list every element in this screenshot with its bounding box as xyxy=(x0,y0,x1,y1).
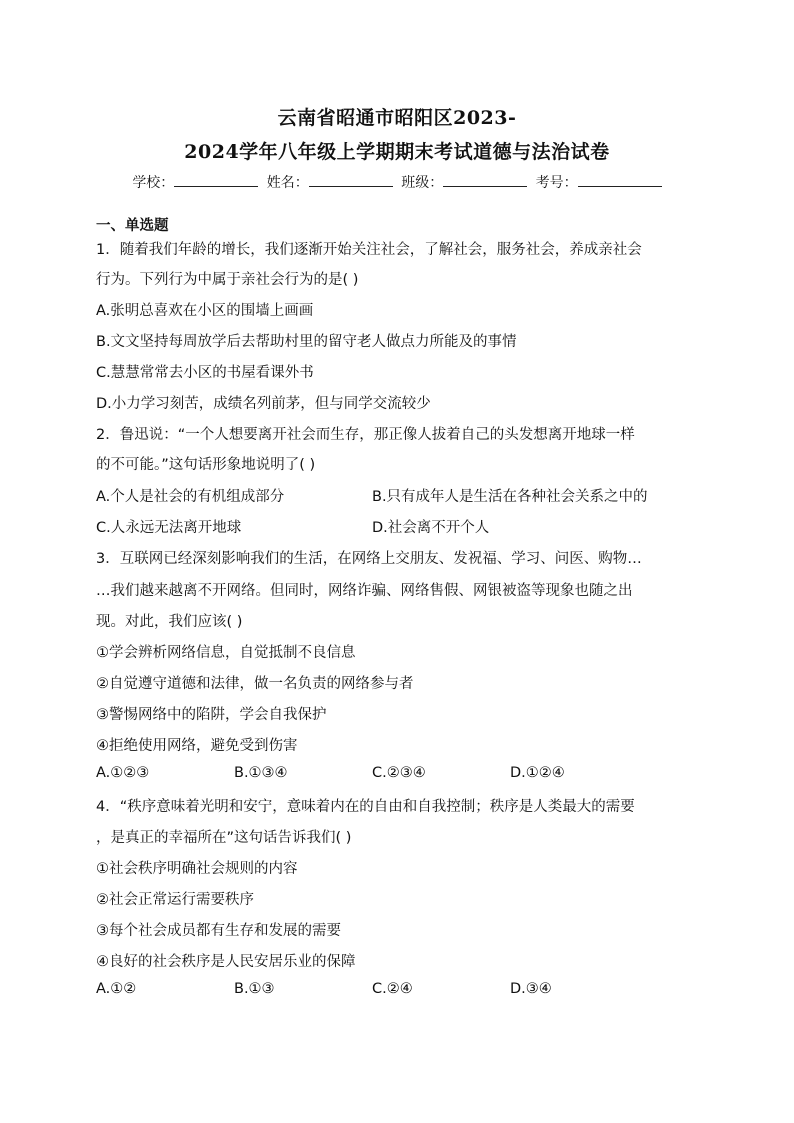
exam-number-label: 考号： xyxy=(535,175,578,191)
question-3-line-3: 现。对此，我们应该( ) xyxy=(96,614,243,630)
class-label: 班级： xyxy=(401,175,444,191)
question-1-line-1: 1．随着我们年龄的增长，我们逐渐开始关注社会，了解社会，服务社会，养成亲社会 xyxy=(96,242,642,258)
question-4-option-c: C.②④ xyxy=(372,981,413,997)
question-4-option-b: B.①③ xyxy=(234,981,275,997)
question-1-option-a: A.张明总喜欢在小区的围墙上画画 xyxy=(96,303,314,319)
question-3-item-4: ④拒绝使用网络，避免受到伤害 xyxy=(96,738,298,754)
question-2-option-c: C.人永远无法离开地球 xyxy=(96,520,242,536)
question-1-option-d: D.小力学习刻苦，成绩名列前茅，但与同学交流较少 xyxy=(96,396,431,412)
question-3-option-a: A.①②③ xyxy=(96,765,150,781)
section-title: 一、单选题 xyxy=(96,218,169,234)
question-4-item-4: ④良好的社会秩序是人民安居乐业的保障 xyxy=(96,954,356,970)
name-blank[interactable] xyxy=(309,174,393,187)
question-1-option-c: C.慧慧常常去小区的书屋看课外书 xyxy=(96,365,314,381)
question-2-option-d: D.社会离不开个人 xyxy=(372,520,490,536)
question-4-option-a: A.①② xyxy=(96,981,137,997)
question-2-option-b: B.只有成年人是生活在各种社会关系之中的 xyxy=(372,489,648,505)
exam-number-blank[interactable] xyxy=(578,174,662,187)
question-4-item-3: ③每个社会成员都有生存和发展的需要 xyxy=(96,923,341,939)
exam-title-line1: 云南省昭通市昭阳区2023- xyxy=(277,107,517,129)
question-3-option-b: B.①③④ xyxy=(234,765,288,781)
question-4-option-d: D.③④ xyxy=(510,981,552,997)
name-label: 姓名： xyxy=(266,175,309,191)
question-3-line-1: 3．互联网已经深刻影响我们的生活，在网络上交朋友、发祝福、学习、问医、购物… xyxy=(96,551,642,567)
question-3-item-1: ①学会辨析网络信息，自觉抵制不良信息 xyxy=(96,645,356,661)
student-info-row xyxy=(0,172,794,192)
question-4-item-2: ②社会正常运行需要秩序 xyxy=(96,892,254,908)
question-3-item-2: ②自觉遵守道德和法律，做一名负责的网络参与者 xyxy=(96,676,414,692)
question-3-line-2: …我们越来越离不开网络。但同时，网络诈骗、网络售假、网银被盗等现象也随之出 xyxy=(96,583,633,599)
question-2-line-2: 的不可能。”这句话形象地说明了( ) xyxy=(96,457,316,473)
school-label: 学校： xyxy=(132,175,175,191)
question-3-option-d: D.①②④ xyxy=(510,765,565,781)
question-4-line-2: ，是真正的幸福所在”这句话告诉我们( ) xyxy=(96,830,352,846)
exam-title-line2: 2024学年八年级上学期期末考试道德与法治试卷 xyxy=(184,141,610,163)
question-2-option-a: A.个人是社会的有机组成部分 xyxy=(96,489,285,505)
class-blank[interactable] xyxy=(443,174,527,187)
question-1-option-b: B.文文坚持每周放学后去帮助村里的留守老人做点力所能及的事情 xyxy=(96,334,517,350)
question-4-item-1: ①社会秩序明确社会规则的内容 xyxy=(96,861,298,877)
question-4-line-1: 4．“秩序意味着光明和安宁，意味着内在的自由和自我控制；秩序是人类最大的需要 xyxy=(96,799,635,815)
question-2-line-1: 2．鲁迅说：“一个人想要离开社会而生存，那正像人拔着自己的头发想离开地球一样 xyxy=(96,427,635,443)
question-3-option-c: C.②③④ xyxy=(372,765,426,781)
question-3-item-3: ③警惕网络中的陷阱，学会自我保护 xyxy=(96,707,327,723)
school-blank[interactable] xyxy=(174,174,258,187)
question-1-line-2: 行为。下列行为中属于亲社会行为的是( ) xyxy=(96,272,359,288)
